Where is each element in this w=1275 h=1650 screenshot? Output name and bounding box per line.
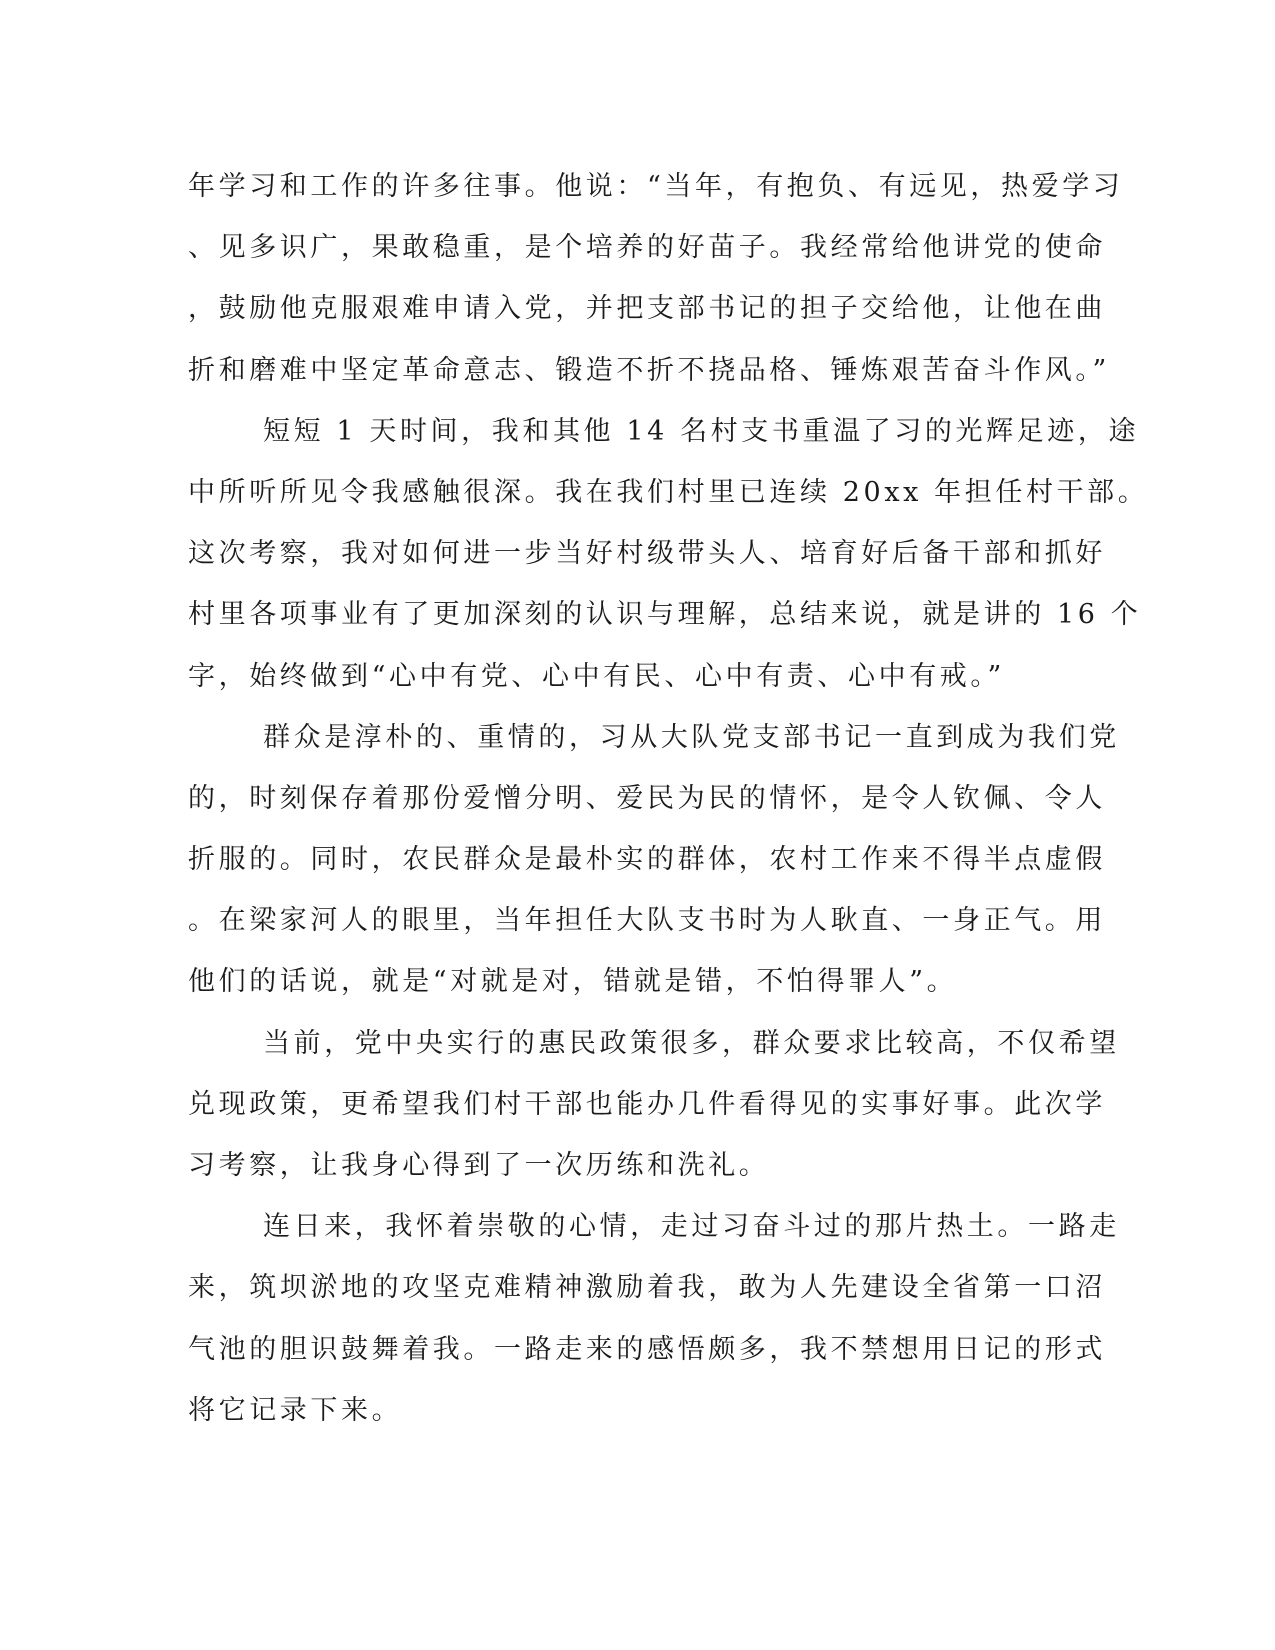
text-line: 的，时刻保存着那份爱憎分明、爱民为民的情怀，是令人钦佩、令人 [188,782,1106,814]
text-line: 习考察，让我身心得到了一次历练和洗礼。 [188,1150,770,1181]
text-line: ，鼓励他克服艰难申请入党，并把支部书记的担子交给他，让他在曲 [188,293,1106,325]
paragraph-first-line: 短短 1 天时间，我和其他 14 名村支书重温了习的光辉足迹，途 [263,415,1140,447]
text-line: 气池的胆识鼓舞着我。一路走来的感悟颇多，我不禁想用日记的形式 [188,1333,1106,1365]
text-line: 折和磨难中坚定革命意志、锻造不折不挠品格、锤炼艰苦奋斗作风。” [188,354,1110,386]
paragraph-first-line: 当前，党中央实行的惠民政策很多，群众要求比较高，不仅希望 [263,1027,1120,1059]
text-line: 年学习和工作的许多往事。他说：“当年，有抱负、有远见，热爱学习 [188,171,1124,202]
text-line: 兑现政策，更希望我们村干部也能办几件看得见的实事好事。此次学 [188,1088,1106,1120]
paragraph-first-line: 群众是淳朴的、重情的，习从大队党支部书记一直到成为我们党 [263,721,1120,753]
text-line: 他们的话说，就是“对就是对，错就是错，不怕得罪人”。 [188,966,958,998]
text-line: 字，始终做到“心中有党、心中有民、心中有责、心中有戒。” [188,660,1005,692]
text-line: 、见多识广，果敢稳重，是个培养的好苗子。我经常给他讲党的使命 [188,232,1106,264]
text-line: 来，筑坝淤地的攻坚克难精神激励着我，敢为人先建设全省第一口沼 [188,1272,1106,1304]
text-line: 。在梁家河人的眼里，当年担任大队支书时为人耿直、一身正气。用 [188,905,1106,937]
text-line: 折服的。同时，农民群众是最朴实的群体，农村工作来不得半点虚假 [188,844,1106,876]
text-line: 村里各项事业有了更加深刻的认识与理解，总结来说，就是讲的 16 个 [188,599,1142,631]
text-line: 将它记录下来。 [188,1394,403,1426]
paragraph-first-line: 连日来，我怀着崇敬的心情，走过习奋斗过的那片热土。一路走 [263,1211,1120,1243]
text-line: 这次考察，我对如何进一步当好村级带头人、培育好后备干部和抓好 [188,538,1106,570]
text-line: 中所听所见令我感触很深。我在我们村里已连续 20xx 年担任村干部。 [188,476,1149,508]
body-text [188,156,1149,1441]
